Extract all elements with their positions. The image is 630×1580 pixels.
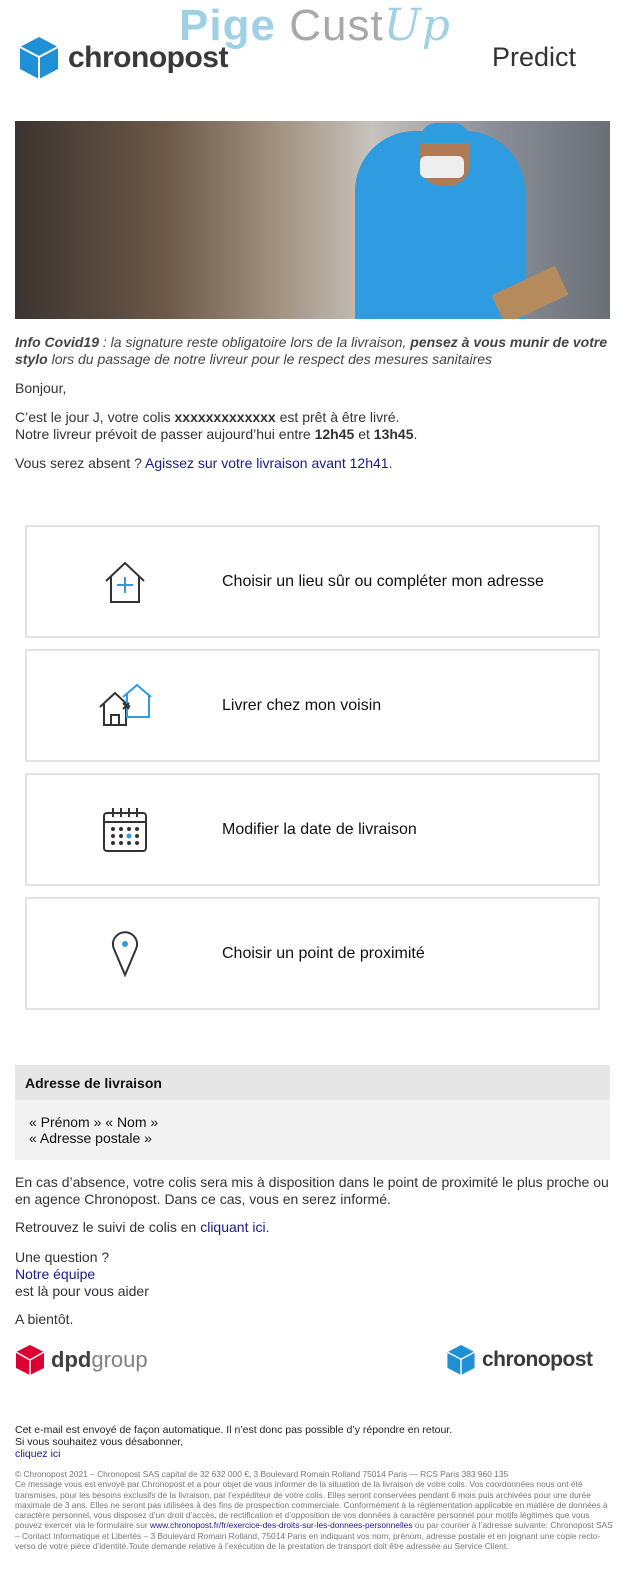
unsubscribe-link[interactable]: cliquez ici [15,1448,61,1460]
tracking-link[interactable]: cliquant ici [200,1219,266,1235]
map-pin-icon [110,931,140,977]
greeting: Bonjour, [15,380,67,396]
act-on-delivery-link[interactable]: Agissez sur votre livraison avant 12h41 [144,455,389,471]
address-title: Adresse de livraison [15,1065,610,1100]
option-pickup-point[interactable]: Choisir un point de proximité [25,897,600,1010]
data-rights-link[interactable]: www.chronopost.fr/fr/exercice-des-droits-sur-les-donnees-personnelles [150,1520,413,1531]
option-change-date[interactable]: Modifier la date de livraison [25,773,600,886]
house-plus-icon [102,559,148,605]
absence-info: En cas d’absence, votre colis sera mis à disposition dans le point de proximité le plus proche ou en agence Chronopost. Dans ce cas, vous en serez informé. [15,1174,609,1207]
question-block: Une question ? Notre équipe est là pour vous aider [15,1249,149,1299]
chronopost-footer-logo[interactable]: chronopost [446,1343,593,1377]
tracking-line: Retrouvez le suivi de colis en cliquant ici. [15,1219,270,1235]
footer-notice: Cet e-mail est envoyé de façon automatique. Il n’est donc pas possible d’y répondre en retour. Si vous souhaitez vous désabonner, cliquez ici [15,1424,453,1460]
calendar-icon [101,806,149,854]
team-link[interactable]: Notre équipe [15,1266,96,1282]
closing: A bientôt. [15,1311,74,1327]
chronopost-cube-icon [446,1343,476,1377]
chronopost-cube-icon [18,35,60,81]
hero-image [15,121,610,319]
absent-line: Vous serez absent ? Agissez sur votre livraison avant 12h41. [15,455,393,471]
watermark: Pige CustUp [179,0,451,51]
dpd-logo[interactable]: dpd group [15,1344,148,1376]
dpd-cube-icon [15,1344,45,1376]
chronopost-logo[interactable]: chronopost [18,35,228,81]
intro: C’est le jour J, votre colis xxxxxxxxxxxxx est prêt à être livré. Notre livreur prévoit de passer aujourd’hui entre 12h45 et 13h45. [15,409,418,442]
option-safe-place[interactable]: Choisir un lieu sûr ou compléter mon adresse [25,525,600,638]
legal-text: © Chronopost 2021 – Chronopost SAS capital de 32 632 000 €, 3 Boulevard Romain Rolland 75014 Paris — RCS Paris 383 960 135 Ce message vous est envoyé par Chronopost et a pour objet de vous informer de la situation de la livraison de votre colis. Vos coordonnées nous ont été transmises, pour les besoins exclusifs de la livraison, par l’expéditeur de votre colis. Elles seront conservées pendant 6 mois puis archivées pour une durée maximale de 3 ans. Elles ne seront pas utilisées à des fins de prospection commerciale. Conformément à la réglementation applicable en matière de données à caractère personnel, vous disposez d’un droit d’accès, de rectification et d’opposition de vos données à caractère personnel pour motifs légitimes que vous pouvez exercer via le formulaire sur www.chronopost.fr/fr/exercice-des-droits-sur-les-donnees-personnelles ou par courrier à l’adresse suivante: Chronopost SAS – Contact Informatique et Libertés – 3 Boulevard Romain Rolland, 75014 Paris en indiquant vos nom, prénom, adresse postale et en joignant une copie recto-verso de votre pièce d’identité.Toute demande relative à l’exécution de la prestation de transport doit être adressée au Service Client. [15,1469,613,1552]
neighbor-houses-icon [97,683,153,729]
address-body: « Prénom » « Nom » « Adresse postale » [15,1100,610,1160]
option-neighbor[interactable]: Livrer chez mon voisin [25,649,600,762]
predict-logo: Predict [492,42,577,72]
covid-info: Info Covid19 : la signature reste obligatoire lors de la livraison, pensez à vous munir de votre stylo lors du passage de notre livreur pour le respect des mesures sanitaires [15,334,608,367]
